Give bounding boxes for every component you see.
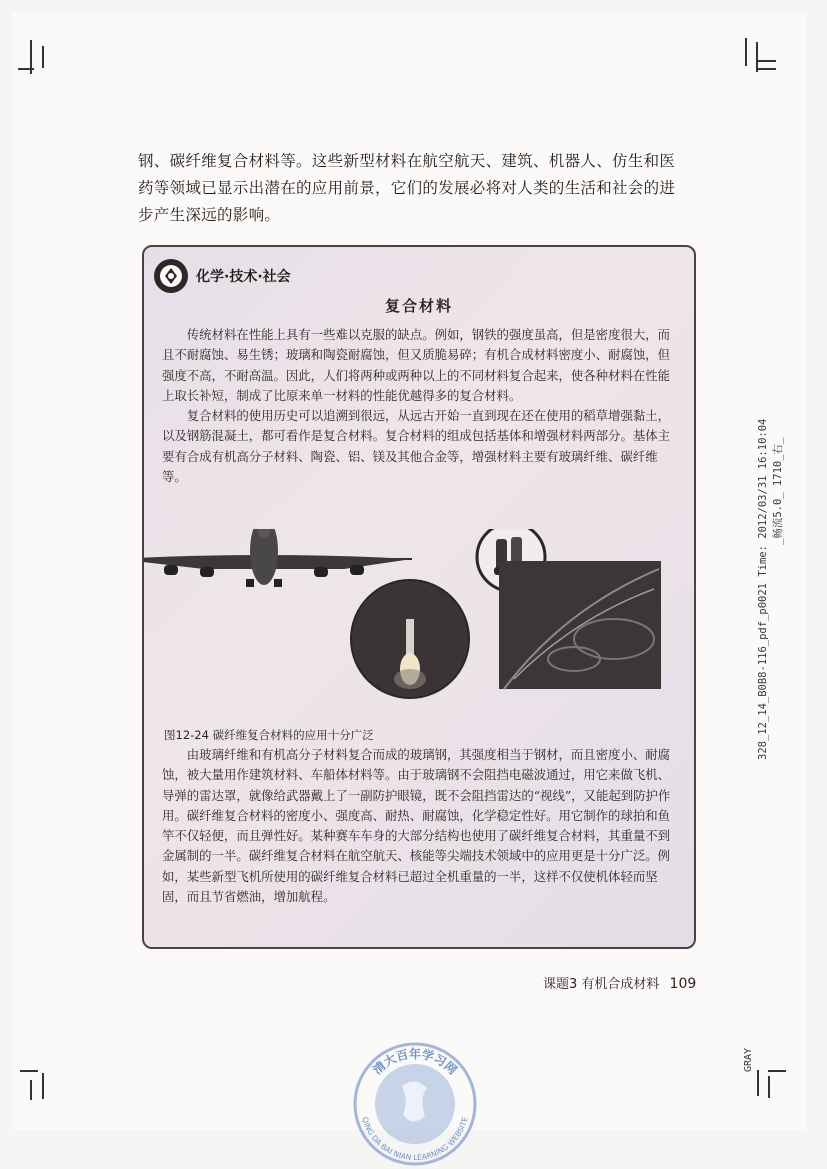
box-title: 复合材料 — [384, 297, 453, 315]
page-footer — [543, 973, 696, 992]
box-paragraph: 由玻璃纤维和有机高分子材料复合而成的玻璃钢，其强度相当于钢材，而且密度小、耐腐蚀，被大量用作建筑材料、车船体材料等。由于玻璃钢不会阻挡电磁波通过，用它来做飞机、导弹的雷达罩，就像给武器戴上了一副防护眼镜，既不会阻挡雷达的“视线”，又能起到防护作用。碳纤维复合材料的密度小、强度高、耐热、耐腐蚀，化学稳定性好。用它制作的球拍和鱼竿不仅轻便，而且弹性好。某种赛车车身的大部分结构也使用了碳纤维复合材料，其重量不到金属制的一半。碳纤维复合材料在航空航天、核能等尖端技术领域中的应用更是十分广泛。例如，某些新型飞机所使用的碳纤维复合材料已超过全机重量的一半，这样不仅使机体轻而坚固，而且节省燃油，增加航程。 — [162, 747, 671, 905]
rocket-launch-image — [350, 579, 470, 699]
crop-mark-bottom-left — [30, 1080, 32, 1100]
box-body-top — [162, 325, 674, 487]
crop-mark-bottom-left — [42, 1073, 44, 1099]
side-print-timestamp: 328_12_14_B0B8-116_pdf_p0021 Time: 2012/03/31 16:10:04 — [757, 418, 769, 760]
fishing-rod-racket-image — [499, 561, 661, 689]
box-section-tag: 化学·技术·社会 — [196, 269, 291, 285]
side-print-jig-label: _畅流5.0_ 1710_右_ — [772, 437, 784, 545]
box-paragraph: 传统材料在性能上具有一些难以克服的缺点。例如，钢铁的强度虽高，但是密度很大，而且不耐腐蚀、易生锈；玻璃和陶瓷耐腐蚀，但又质脆易碎；有机合成材料密度小、耐腐蚀，但强度不高，不耐高温。因此，人们将两种或两种以上的不同材料复合起来，使各种材料在性能上取长补短，制成了比原来单一材料的性能优越得多的复合材料。 — [162, 327, 671, 403]
box-paragraph: 复合材料的使用历史可以追溯到很远，从远古开始一直到现在还在使用的稻草增强黏土，以及钢筋混凝土，都可看作是复合材料。复合材料的组成包括基体和增强材料两部分。基体主要有合成有机高分子材料、陶瓷、铝、镁及其他合金等，增强材料主要有玻璃纤维、碳纤维等。 — [162, 408, 671, 485]
crop-mark-top-right — [745, 38, 747, 66]
box-body-bottom — [162, 745, 674, 907]
crop-mark-top-right — [756, 60, 776, 62]
watermark-site: QING DA BAI NIAN LEARNING WEBSITE — [360, 1115, 470, 1163]
composite-applications-figure — [144, 529, 694, 709]
chemistry-society-logo-icon — [154, 259, 188, 293]
crop-mark-bottom-left — [20, 1070, 38, 1072]
crop-mark-top-left — [18, 68, 34, 70]
airplane-image — [144, 529, 412, 587]
feature-box — [142, 245, 696, 949]
crop-mark-bottom-right — [757, 1070, 759, 1096]
crop-mark-top-right — [756, 68, 776, 70]
crop-mark-bottom-right — [768, 1070, 786, 1072]
crop-mark-bottom-right — [768, 1076, 770, 1098]
watermark-seal — [347, 1036, 483, 1166]
box-header — [154, 259, 291, 293]
crop-mark-top-left — [42, 46, 44, 68]
chapter-label: 课题3 有机合成材料 — [543, 977, 660, 992]
side-print-color: GRAY — [743, 1047, 754, 1072]
figure-caption: 图12-24 碳纤维复合材料的应用十分广泛 — [164, 728, 374, 742]
watermark-name: 清大百年学习网 — [370, 1047, 460, 1078]
page-number: 109 — [669, 976, 697, 992]
intro-paragraph: 钢、碳纤维复合材料等。这些新型材料在航空航天、建筑、机器人、仿生和医药等领域已显示出潜在的应用前景，它们的发展必将对人类的生活和社会的进步产生深远的影响。 — [138, 152, 676, 224]
